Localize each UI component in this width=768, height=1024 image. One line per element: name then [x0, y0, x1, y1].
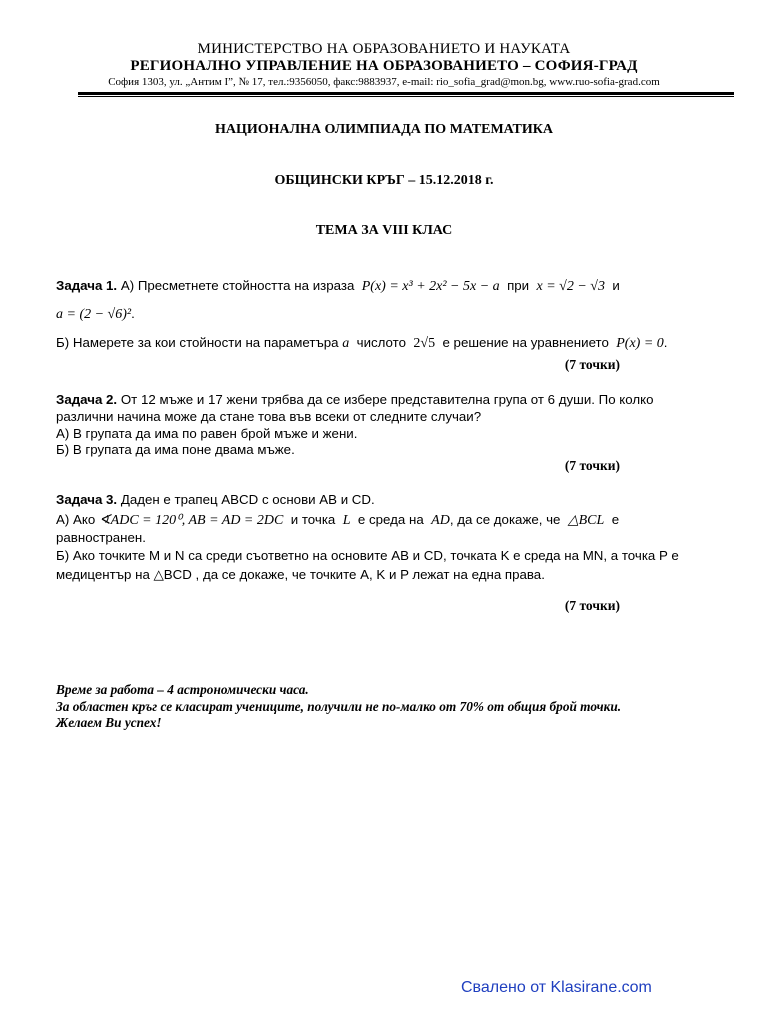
task3-a-triangle: △BCL — [567, 513, 605, 528]
contact-address: София 1303, ул. „Антим I”, № 17, тел.:9356050, факс:9883937, e-mail: rio_sofia_grad@mon.bg, www.ruo-sofia-grad.com — [108, 76, 660, 88]
directorate-heading: РЕГИОНАЛНО УПРАВЛЕНИЕ НА ОБРАЗОВАНИЕТО – СОФИЯ-ГРАД — [130, 58, 638, 74]
task2-label: Задача 2. — [56, 392, 118, 407]
grade-title: ТЕМА ЗА VIII КЛАС — [315, 223, 453, 238]
task3-a-point-L: L — [342, 513, 351, 528]
task1-b-number-intro: числото — [356, 335, 406, 350]
task3-a-prove: , да се докаже, че — [449, 512, 561, 527]
footer-wish: Желаем Ви успех! — [56, 715, 162, 730]
olympiad-title: НАЦИОНАЛНА ОЛИМПИАДА ПО МАТЕМАТИКА — [214, 122, 554, 137]
task3-a-segment-AD: AD — [431, 513, 450, 528]
task3-a-start: А) Ако — [56, 512, 96, 527]
task3-a-and-point: и точка — [290, 512, 336, 527]
task3-label: Задача 3. — [56, 492, 118, 507]
task1-part-a-line1 — [56, 277, 620, 295]
footer-qualify: За областен кръг се класират учениците, получили не по-малко от 70% от общия брой точки. — [56, 698, 622, 714]
task2-line2: различни начина може да стане това във всеки от следните случаи? — [56, 409, 482, 424]
source-watermark-link[interactable]: Свалено от Klasirane.com — [461, 979, 652, 996]
task1-points: (7 точки) — [564, 357, 620, 372]
task3-a-condition: ∢ADC = 120⁰, AB = AD = 2DC — [98, 513, 284, 528]
header-rule-thin — [78, 96, 734, 97]
task1-b-number: 2√5 — [413, 336, 436, 351]
task1-a-value: a = (2 − √6)² — [56, 307, 132, 322]
ministry-heading: МИНИСТЕРСТВО НА ОБРАЗОВАНИЕТО И НАУКАТА — [197, 41, 571, 57]
task1-label: Задача 1. — [56, 278, 118, 293]
footer-time: Време за работа – 4 астрономически часа. — [56, 682, 309, 697]
task1-b-end: е решение на уравнението — [442, 335, 609, 350]
task3-part-a-line2: равностранен. — [56, 530, 146, 545]
header-rule-thick — [78, 92, 734, 95]
task1-b-equation: P(x) = 0 — [616, 336, 664, 351]
task1-and: и — [612, 278, 620, 293]
round-title: ОБЩИНСКИ КРЪГ – 15.12.2018 г. — [274, 173, 494, 188]
task1-b-param: a — [342, 336, 350, 351]
task2-part-b: Б) В групата да има поне двама мъже. — [56, 442, 295, 457]
task3-a-is: е — [611, 512, 620, 527]
task3-intro-line — [56, 491, 375, 508]
task3-a-mid: е среда на — [357, 512, 424, 527]
task1-b-text: Б) Намерете за кои стойности на параметъра — [56, 335, 339, 350]
task1-when: при — [507, 278, 530, 293]
task3-part-b-line1: Б) Ако точките M и N са среди съответно на основите AB и CD, точката K е среда на MN, а точка P е — [56, 548, 679, 563]
task1-a-intro: А) Пресметнете стойността на израза — [120, 278, 355, 293]
task2-statement — [56, 391, 712, 408]
footer-notes — [56, 682, 621, 732]
task1-part-b: Б) Намерете за кои стойности на параметъра a числото 2√5 е решение на уравнението P(x) = 0. — [56, 335, 668, 351]
task3-part-a-line1 — [56, 511, 619, 529]
task3-part-b-line2: медицентър на △BCD , да се докаже, че точките A, K и P лежат на една права. — [56, 567, 545, 582]
task1-x-value: x = √2 − √3 — [536, 279, 605, 294]
task3-intro: Даден е трапец ABCD с основи AB и CD. — [120, 492, 375, 507]
task2-line1: От 12 мъже и 17 жени трябва да се избере представителна група от 6 души. По колко — [120, 392, 654, 407]
task1-polynomial: P(x) = x³ + 2x² − 5x − a — [361, 279, 500, 294]
task2-points: (7 точки) — [564, 458, 620, 473]
task2-part-a: А) В групата да има по равен брой мъже и жени. — [56, 426, 358, 441]
task1-part-a-line2: a = (2 − √6)². — [56, 306, 135, 322]
task3-points: (7 точки) — [564, 598, 620, 613]
